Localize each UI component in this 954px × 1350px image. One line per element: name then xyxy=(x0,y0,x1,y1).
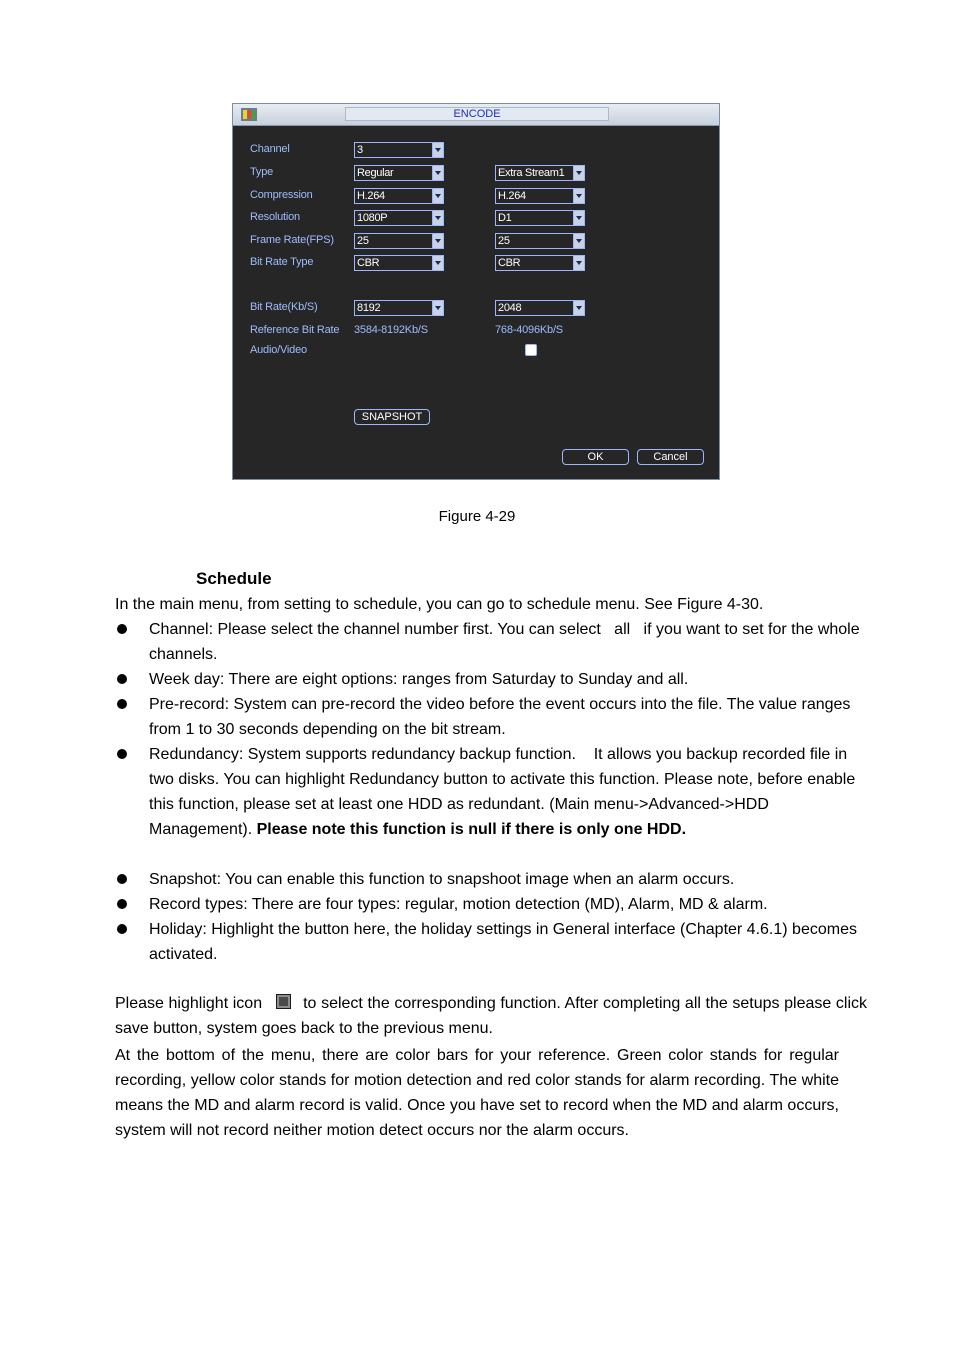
bullet-dot xyxy=(117,899,127,909)
type-value: Regular xyxy=(357,167,394,179)
bullet-dot xyxy=(117,624,127,634)
bullet-holiday: Holiday: Highlight the button here, the holiday settings in General interface (Chapter 4.6.1) becomes activated. xyxy=(149,921,857,963)
dropdown-arrow-icon[interactable] xyxy=(573,189,584,203)
intro-paragraph: In the main menu, from setting to schedule, you can go to schedule menu. See Figure 4-30. xyxy=(115,596,764,613)
color-bars-paragraph: At the bottom of the menu, there are color bars for your reference. Green color stands for regular recording, yellow color stands for motion detection and red color stands for alarm recording. The white means the MD and alarm record is valid. Once you have set to record when the MD and alarm occurs, system will not record neither motion detect occurs nor the alarm occurs. xyxy=(115,1047,839,1139)
extra-resolution-select[interactable] xyxy=(495,210,585,226)
dropdown-arrow-icon[interactable] xyxy=(432,301,443,315)
reference-bit-rate-value: 3584-8192Kb/S xyxy=(354,324,428,336)
bullet-dot xyxy=(117,674,127,684)
section-heading: Schedule xyxy=(196,569,272,588)
channel-select[interactable] xyxy=(354,142,444,158)
compression-label: Compression xyxy=(250,189,313,201)
dropdown-arrow-icon[interactable] xyxy=(432,234,443,248)
frame-rate-label: Frame Rate(FPS) xyxy=(250,234,334,246)
bullet-pre-record: Pre-record: System can pre-record the video before the event occurs into the file. The value ranges from 1 to 30 seconds depending on the bit stream. xyxy=(149,696,851,738)
frame-rate-select[interactable] xyxy=(354,233,444,249)
extra-reference-bit-rate-value: 768-4096Kb/S xyxy=(495,324,563,336)
bullet-dot xyxy=(117,924,127,934)
dropdown-arrow-icon[interactable] xyxy=(573,301,584,315)
resolution-value: 1080P xyxy=(357,212,388,224)
highlight-text-after: to select the corresponding function. After completing all the setups please click save button, system goes back to the previous menu. xyxy=(115,995,868,1037)
redundancy-text: Redundancy: System supports redundancy backup function. It allows you backup recorded file in two disks. You can highlight Redundancy button to activate this function. Please note, before enable this function, please set at least one HDD as redundant. (Main menu->Advanced->HDD Management). xyxy=(149,746,856,838)
figure-caption: Figure 4-29 xyxy=(438,508,516,525)
extra-frame-rate-value: 25 xyxy=(498,235,510,247)
dropdown-arrow-icon[interactable] xyxy=(432,256,443,270)
redundancy-note: Please note this function is null if there is only one HDD. xyxy=(256,821,687,838)
dropdown-arrow-icon[interactable] xyxy=(432,166,443,180)
extra-compression-value: H.264 xyxy=(498,190,526,202)
dialog-titlebar xyxy=(233,104,719,126)
compression-select[interactable] xyxy=(354,188,444,204)
type-select[interactable] xyxy=(354,165,444,181)
extra-stream-select[interactable] xyxy=(495,165,585,181)
frame-rate-value: 25 xyxy=(357,235,369,247)
ok-button[interactable]: OK xyxy=(562,449,629,465)
extra-stream-value: Extra Stream1 xyxy=(498,167,565,179)
audio-video-label: Audio/Video xyxy=(250,344,307,356)
reference-bit-rate-label: Reference Bit Rate xyxy=(250,324,340,336)
encode-dialog xyxy=(232,103,720,480)
dropdown-arrow-icon[interactable] xyxy=(432,211,443,225)
compression-value: H.264 xyxy=(357,190,385,202)
extra-frame-rate-select[interactable] xyxy=(495,233,585,249)
bullet-dot xyxy=(117,874,127,884)
type-label: Type xyxy=(250,166,274,178)
bit-rate-type-select[interactable] xyxy=(354,255,444,271)
highlight-paragraph xyxy=(115,991,867,1041)
cancel-button[interactable]: Cancel xyxy=(637,449,704,465)
bullet-week-day: Week day: There are eight options: ranges from Saturday to Sunday and all. xyxy=(149,671,689,688)
bit-rate-type-value: CBR xyxy=(357,257,380,269)
extra-compression-select[interactable] xyxy=(495,188,585,204)
extra-bit-rate-type-value: CBR xyxy=(498,257,521,269)
extra-bit-rate-type-select[interactable] xyxy=(495,255,585,271)
snapshot-button[interactable]: SNAPSHOT xyxy=(354,409,430,425)
extra-resolution-value: D1 xyxy=(498,212,512,224)
bullet-dot xyxy=(117,699,127,709)
square-icon xyxy=(276,994,291,1009)
extra-bit-rate-value: 2048 xyxy=(498,302,522,314)
bit-rate-value: 8192 xyxy=(357,302,381,314)
channel-label: Channel xyxy=(250,143,290,155)
channel-value: 3 xyxy=(357,144,363,156)
dropdown-arrow-icon[interactable] xyxy=(573,211,584,225)
bullet-channel: Channel: Please select the channel number first. You can select all if you want to set for the whole channels. xyxy=(149,621,860,663)
bullet-snapshot: Snapshot: You can enable this function to snapshoot image when an alarm occurs. xyxy=(149,871,735,888)
bullet-record-types: Record types: There are four types: regular, motion detection (MD), Alarm, MD & alarm. xyxy=(149,896,768,913)
dropdown-arrow-icon[interactable] xyxy=(432,143,443,157)
bullet-dot xyxy=(117,749,127,759)
dropdown-arrow-icon[interactable] xyxy=(573,234,584,248)
bit-rate-label: Bit Rate(Kb/S) xyxy=(250,301,318,313)
bit-rate-type-label: Bit Rate Type xyxy=(250,256,314,268)
bit-rate-select[interactable] xyxy=(354,300,444,316)
extra-bit-rate-select[interactable] xyxy=(495,300,585,316)
dropdown-arrow-icon[interactable] xyxy=(573,256,584,270)
resolution-select[interactable] xyxy=(354,210,444,226)
audio-video-checkbox[interactable] xyxy=(525,344,537,356)
bullet-redundancy xyxy=(149,742,869,842)
highlight-text-before: Please highlight icon xyxy=(115,995,263,1012)
resolution-label: Resolution xyxy=(250,211,300,223)
app-logo-icon xyxy=(241,108,257,121)
dropdown-arrow-icon[interactable] xyxy=(573,166,584,180)
dropdown-arrow-icon[interactable] xyxy=(432,189,443,203)
dialog-title: ENCODE xyxy=(345,107,609,121)
